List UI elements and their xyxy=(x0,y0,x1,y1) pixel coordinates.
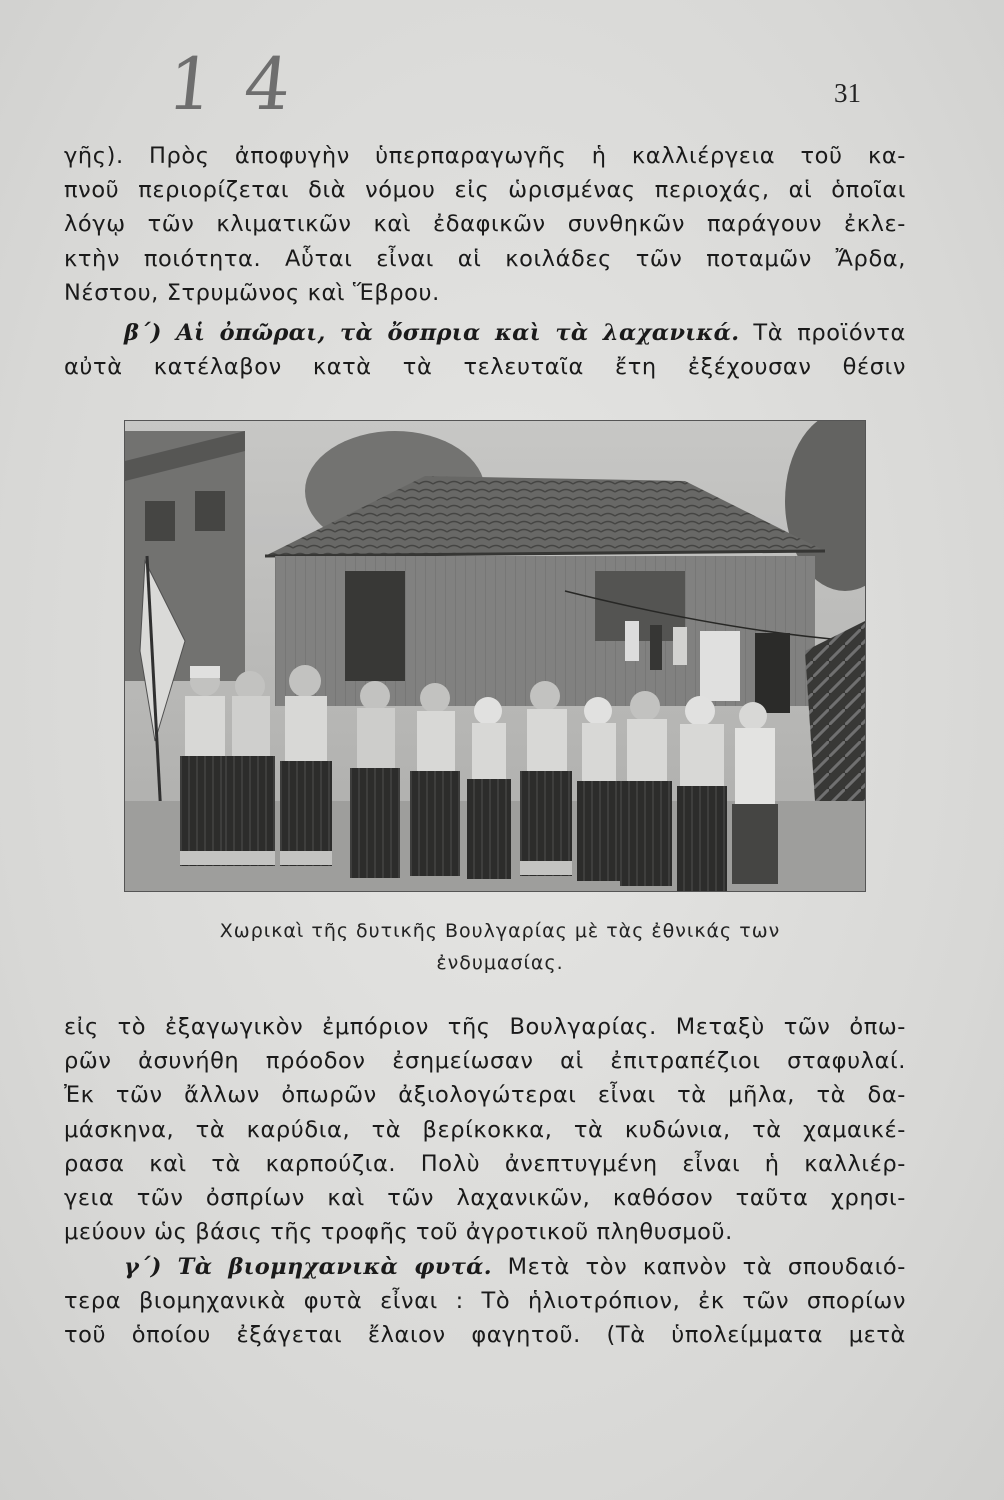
text-line: Ἐκ τῶν ἄλλων ὀπωρῶν ἀξιολογώτεραι εἶναι τὰ μῆλα, τὰ δα- xyxy=(64,1082,906,1109)
text-fragment: Μετὰ τὸν καπνὸν τὰ σπουδαιό- xyxy=(507,1254,906,1280)
section-c-first-line xyxy=(64,1250,906,1284)
text-line: γῆς). Πρὸς ἀποφυγὴν ὑπερπαραγωγῆς ἡ καλλιέργεια τοῦ κα- xyxy=(64,143,906,169)
text-line: μάσκηνα, τὰ καρύδια, τὰ βερίκοκκα, τὰ κυδώνια, τὰ χαμαικέ- xyxy=(64,1116,906,1143)
section-b-heading: β΄) Αἱ ὀπῶραι, τὰ ὄσπρια καὶ τὰ λαχανικά. xyxy=(124,320,740,346)
handwritten-page-note: 1 4 xyxy=(163,42,299,126)
section-b-first-line xyxy=(64,316,906,350)
text-line: αὐτὰ κατέλαβον κατὰ τὰ τελευταῖα ἔτη ἐξέχουσαν θέσιν xyxy=(64,354,906,381)
photograph-villagers xyxy=(124,420,866,892)
text-line: γεια τῶν ὀσπρίων καὶ τῶν λαχανικῶν, καθόσον ταῦτα χρησι- xyxy=(64,1184,906,1211)
section-b xyxy=(64,316,906,384)
text-line: τερα βιομηχανικὰ φυτὰ εἶναι : Τὸ ἡλιοτρόπιον, ἐκ τῶν σπορίων xyxy=(64,1288,906,1315)
text-line: ρασα καὶ τὰ καρπούζια. Πολὺ ἀνεπτυγμένη εἶναι ἡ καλλιέρ- xyxy=(64,1150,906,1177)
page-number: 31 xyxy=(834,78,861,108)
text-line: τοῦ ὁποίου ἐξάγεται ἔλαιον φαγητοῦ. (Τὰ ὑπολείμματα μετὰ xyxy=(64,1322,906,1349)
section-c xyxy=(64,1250,906,1353)
text-line: λόγῳ τῶν κλιματικῶν καὶ ἐδαφικῶν συνθηκῶν παράγουν ἐκλε- xyxy=(64,211,906,238)
paragraph-1 xyxy=(64,139,906,310)
text-line: μεύουν ὡς βάσις τῆς τροφῆς τοῦ ἀγροτικοῦ πληθυσμοῦ. xyxy=(64,1219,733,1246)
photo-illustration xyxy=(125,421,865,891)
text-line: εἰς τὸ ἐξαγωγικὸν ἐμπόριον τῆς Βουλγαρίας. Μεταξὺ τῶν ὀπω- xyxy=(64,1014,906,1040)
text-line: πνοῦ περιορίζεται διὰ νόμου εἰς ὡρισμένας περιοχάς, αἱ ὁποῖαι xyxy=(64,177,906,204)
text-line: Νέστου, Στρυμῶνος καὶ Ἕβρου. xyxy=(64,279,440,306)
section-c-heading: γ΄) Τὰ βιομηχανικὰ φυτά. xyxy=(124,1254,492,1280)
paragraph-2 xyxy=(64,1010,906,1249)
figure-caption-line-1: Χωρικαὶ τῆς δυτικῆς Βουλγαρίας μὲ τὰς ἐθνικάς των xyxy=(219,920,781,942)
text-fragment: Τὰ προϊόντα xyxy=(753,320,906,346)
text-line: ρῶν ἀσυνήθη πρόοδον ἐσημείωσαν αἱ ἐπιτραπέζιοι σταφυλαί. xyxy=(64,1048,906,1075)
figure-caption-line-2: ἐνδυμασίας. xyxy=(436,952,564,974)
text-line: κτὴν ποιότητα. Αὗται εἶναι αἱ κοιλάδες τῶν ποταμῶν Ἄρδα, xyxy=(64,245,906,272)
